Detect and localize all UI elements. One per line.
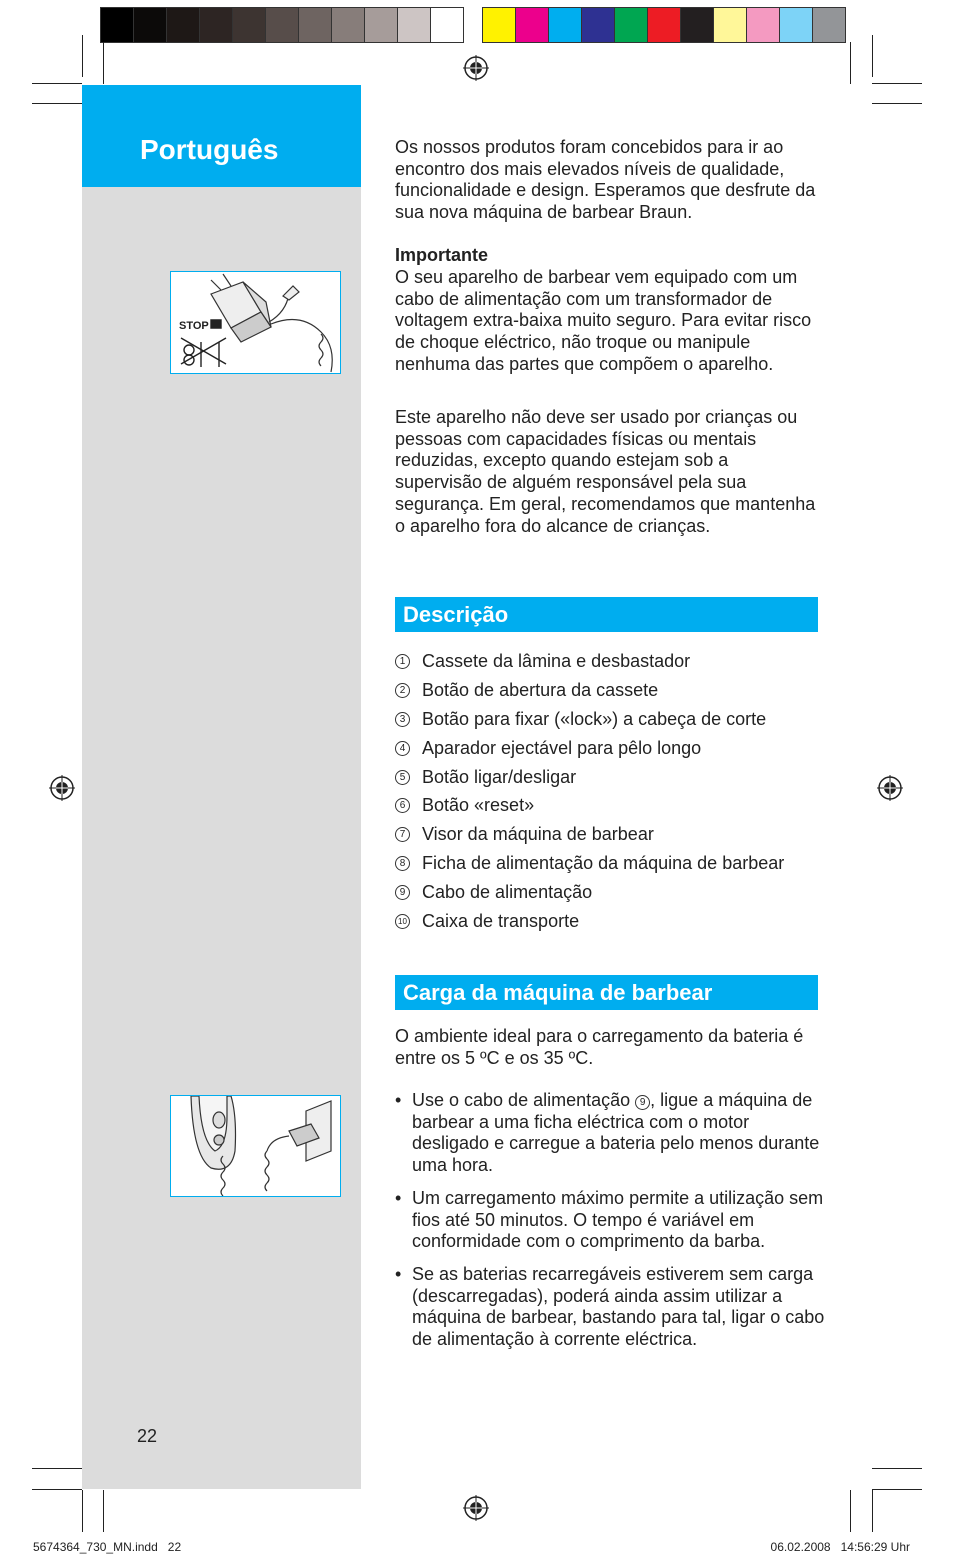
- important-paragraph-2: Este aparelho não deve ser usado por crianças ou pessoas com capacidades físicas ou mentais reduzidas, excepto quando estejam sob a supervisão de alguém responsável pela sua segurança. Em geral, recomendamos que mantenha o aparelho fora do alcance de crianças.: [395, 407, 816, 536]
- crop-mark: [82, 1490, 83, 1532]
- item-label: Aparador ejectável para pêlo longo: [422, 737, 702, 758]
- color-swatch: [548, 7, 582, 43]
- list-item: [395, 676, 825, 705]
- color-swatch: [812, 7, 846, 43]
- color-swatch: [232, 7, 266, 43]
- color-swatch: [779, 7, 813, 43]
- list-item: [395, 849, 825, 878]
- registration-mark-icon: [462, 54, 490, 82]
- figure-plug-warning: [170, 271, 341, 374]
- item-number: 10: [395, 914, 410, 929]
- carga-intro: O ambiente ideal para o carregamento da bateria é entre os 5 ºC e os 35 ºC.: [395, 1026, 804, 1068]
- process-color-bar: [482, 7, 845, 43]
- shaver-charging-icon: [171, 1096, 340, 1196]
- color-swatch: [515, 7, 549, 43]
- page-title: Português: [140, 134, 279, 165]
- gray-color-bar: [100, 7, 463, 43]
- important-paragraph-1: O seu aparelho de barbear vem equipado com um cabo de alimentação com um transformador de voltagem extra-baixa muito seguro. Para evitar risco de choque eléctrico, não troque ou manipule nenhuma das partes que compõem o aparelho.: [395, 267, 812, 374]
- color-swatch: [331, 7, 365, 43]
- list-item: [395, 907, 825, 936]
- crop-mark: [32, 1489, 82, 1490]
- item-number: 8: [395, 856, 410, 871]
- list-item: [395, 705, 825, 734]
- intro-paragraph: Os nossos produtos foram concebidos para ir ao encontro dos mais elevados níveis de qualidade, funcionalidade e design. Esperamos que desfrute da sua nova máquina de barbear Braun.: [395, 137, 816, 223]
- bullet-text: , ligue a máquina de barbear a uma ficha eléctrica com o motor desligado e carregue a bateria pelo menos durante uma hora.: [412, 1090, 820, 1176]
- item-label: Visor da máquina de barbear: [422, 824, 654, 845]
- registration-mark-icon: [462, 1494, 490, 1522]
- color-swatch: [265, 7, 299, 43]
- color-swatch: [430, 7, 464, 43]
- color-swatch: [298, 7, 332, 43]
- charging-bullets: [395, 1090, 825, 1362]
- list-item: [395, 763, 825, 792]
- crop-mark: [872, 1489, 922, 1490]
- list-item: [395, 791, 825, 820]
- list-item: • Um carregamento máximo permite a utilização sem fios até 50 minutos. O tempo é variável em conformidade com o comprimento da barba.: [395, 1187, 824, 1252]
- footer-file-info: 5674364_730_MN.indd 22: [33, 1540, 182, 1554]
- bullet-text: Um carregamento máximo permite a utilização sem fios até 50 minutos. O tempo é variável em conformidade com o comprimento da barba.: [412, 1187, 824, 1252]
- crop-mark: [872, 103, 922, 104]
- registration-mark-icon: [48, 774, 76, 802]
- crop-mark: [872, 83, 922, 84]
- item-label: Botão ligar/desligar: [422, 766, 577, 787]
- item-label: Ficha de alimentação da máquina de barbear: [422, 853, 785, 874]
- crop-mark: [872, 1468, 922, 1469]
- crop-mark: [872, 1490, 873, 1532]
- list-item: [395, 820, 825, 849]
- page-number: 22: [137, 1426, 158, 1446]
- item-label: Cabo de alimentação: [422, 882, 593, 903]
- item-number: 6: [395, 798, 410, 813]
- color-swatch: [713, 7, 747, 43]
- bullet-text: Use o cabo de alimentação: [412, 1090, 631, 1110]
- color-swatch: [364, 7, 398, 43]
- item-number: 2: [395, 683, 410, 698]
- item-number: 7: [395, 827, 410, 842]
- color-swatch: [581, 7, 615, 43]
- important-heading: Importante: [395, 245, 489, 265]
- list-item: • Se as baterias recarregáveis estiverem sem carga (descarregadas), poderá ainda assim utilizar a máquina de barbear, bastando para tal, ligar o cabo de alimentação à corrente eléctrica.: [395, 1263, 825, 1350]
- color-swatch: [133, 7, 167, 43]
- stop-label: STOP: [179, 320, 209, 332]
- item-number: 3: [395, 712, 410, 727]
- crop-mark: [32, 103, 82, 104]
- item-number: 1: [395, 654, 410, 669]
- carga-section-title: Carga da máquina de barbear: [403, 980, 713, 1005]
- list-item: [395, 878, 825, 907]
- plug-warning-icon: [171, 272, 340, 373]
- item-number: 9: [395, 885, 410, 900]
- figure-shaver-charging: [170, 1095, 341, 1197]
- item-number: 4: [395, 741, 410, 756]
- list-item: [395, 734, 825, 763]
- item-label: Botão de abertura da cassete: [422, 679, 659, 700]
- item-label: Caixa de transporte: [422, 910, 580, 931]
- color-swatch: [647, 7, 681, 43]
- crop-mark: [32, 83, 82, 84]
- crop-mark: [32, 1468, 82, 1469]
- footer-timestamp: 06.02.2008 14:56:29 Uhr: [770, 1540, 910, 1554]
- registration-mark-icon: [876, 774, 904, 802]
- item-number: 5: [395, 770, 410, 785]
- list-item: [395, 647, 825, 676]
- descricao-section-title: Descrição: [403, 602, 509, 627]
- crop-mark: [872, 35, 873, 77]
- color-swatch: [397, 7, 431, 43]
- color-swatch: [166, 7, 200, 43]
- item-label: Botão «reset»: [422, 795, 535, 816]
- color-swatch: [199, 7, 233, 43]
- list-item: • Use o cabo de alimentação 9 , ligue a máquina de barbear a uma ficha eléctrica com o motor desligado e carregue a bateria pelo menos durante uma hora.: [395, 1090, 820, 1176]
- bullet-text: Se as baterias recarregáveis estiverem sem carga (descarregadas), poderá ainda assim utilizar a máquina de barbear, bastando para tal, ligar o cabo de alimentação à corrente eléctrica.: [412, 1263, 825, 1350]
- color-swatch: [482, 7, 516, 43]
- item-number: 9: [635, 1095, 650, 1110]
- crop-mark: [850, 1490, 851, 1532]
- color-swatch: [746, 7, 780, 43]
- item-label: Botão para fixar («lock») a cabeça de corte: [422, 708, 767, 729]
- description-list: [395, 647, 825, 936]
- crop-mark: [82, 35, 83, 77]
- crop-mark: [103, 42, 104, 84]
- color-swatch: [614, 7, 648, 43]
- color-swatch: [680, 7, 714, 43]
- color-swatch: [100, 7, 134, 43]
- crop-mark: [103, 1490, 104, 1532]
- crop-mark: [850, 42, 851, 84]
- item-label: Cassete da lâmina e desbastador: [422, 650, 691, 671]
